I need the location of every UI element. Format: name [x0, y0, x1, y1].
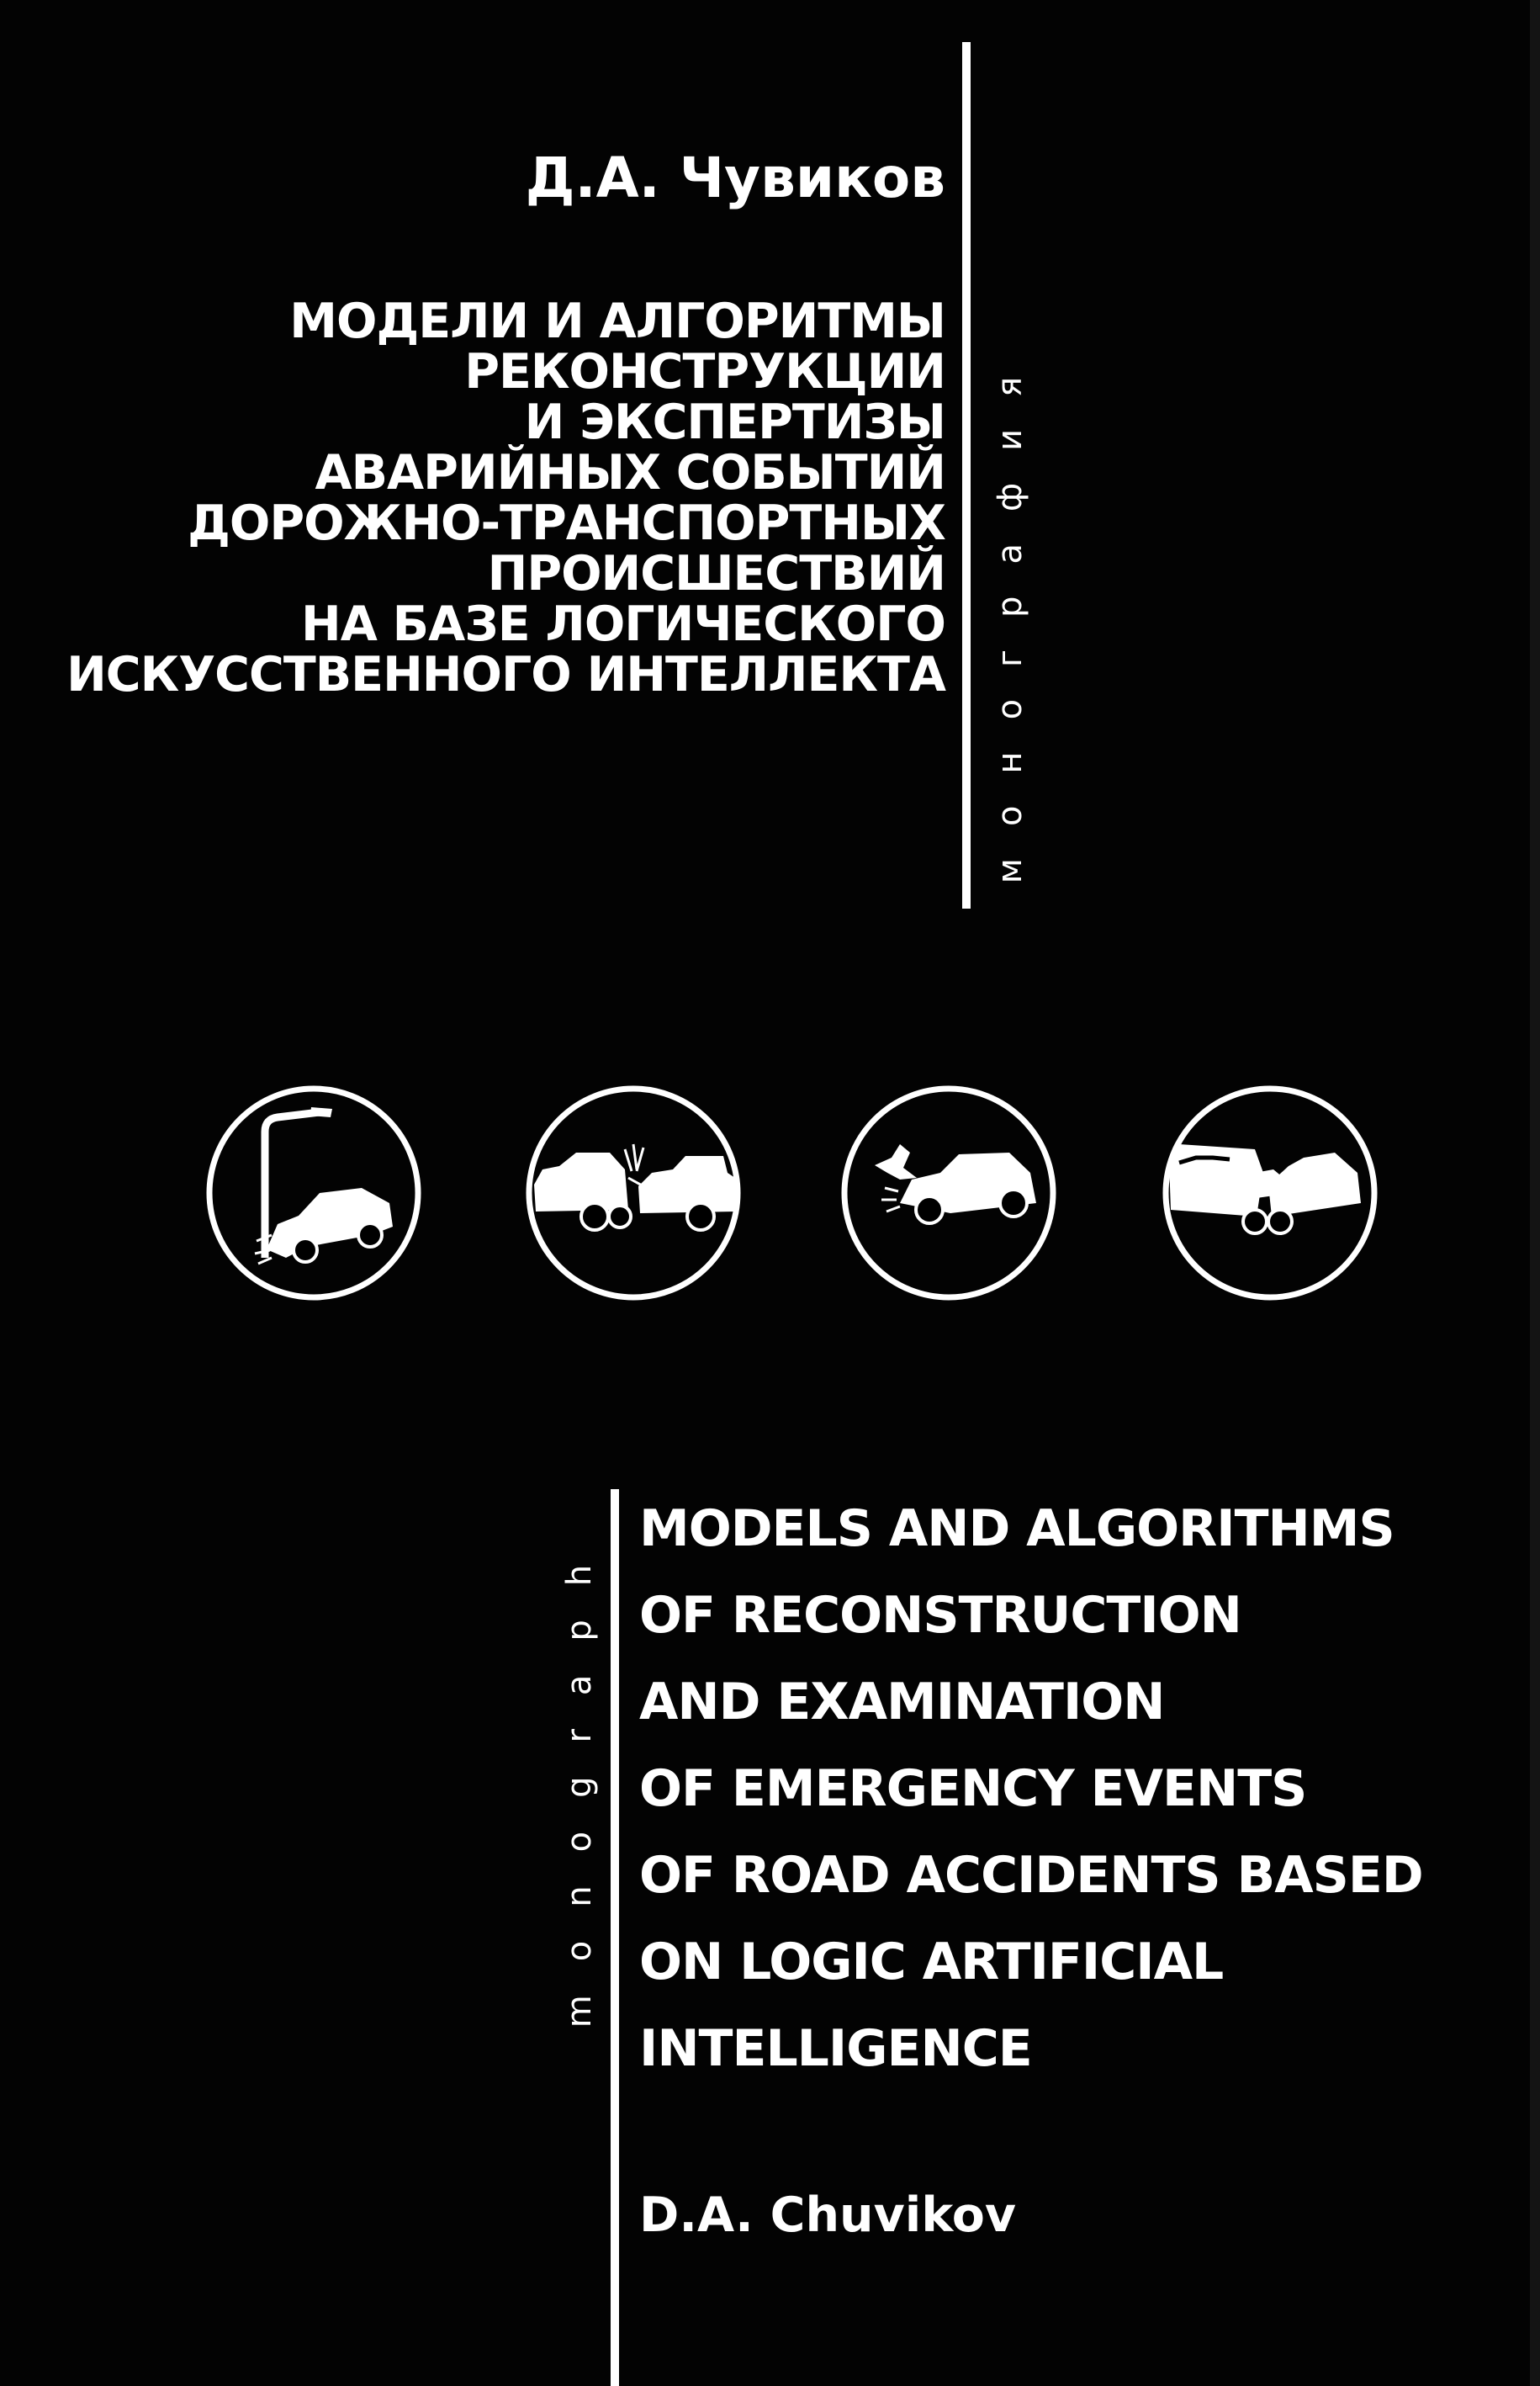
title-en-line: INTELLIGENCE	[639, 2019, 1032, 2078]
title-en-line: OF EMERGENCY EVENTS	[639, 1759, 1307, 1818]
title-en-line: ON LOGIC ARTIFICIAL	[639, 1933, 1224, 1991]
car-hits-lamppost-icon	[206, 1085, 421, 1301]
title-en	[639, 1486, 1514, 2092]
title-ru-line: НА БАЗЕ ЛОГИЧЕСКОГО	[301, 596, 945, 652]
author-name-ru: Д.А. Чувиков	[525, 146, 945, 210]
head-on-collision-icon	[526, 1085, 741, 1301]
title-ru-line: АВАРИЙНЫХ СОБЫТИЙ	[315, 445, 945, 501]
multi-car-collision-icon	[1162, 1085, 1378, 1301]
title-ru	[0, 294, 945, 703]
title-en-line: AND EXAMINATION	[639, 1673, 1165, 1731]
title-ru-line: ПРОИСШЕСТВИЙ	[487, 546, 945, 602]
title-ru-line: ИСКУССТВЕННОГО ИНТЕЛЛЕКТА	[66, 647, 945, 703]
pedestrian-hit-by-car-icon	[841, 1085, 1056, 1301]
divider-line-top	[962, 42, 971, 909]
title-ru-line: И ЭКСПЕРТИЗЫ	[524, 395, 945, 450]
cover-edge	[1530, 0, 1540, 2386]
title-en-line: OF ROAD ACCIDENTS BASED	[639, 1846, 1423, 1905]
author-name-en: D.A. Chuvikov	[639, 2187, 1017, 2243]
title-ru-line: РЕКОНСТРУКЦИИ	[464, 344, 945, 400]
title-ru-line: МОДЕЛИ И АЛГОРИТМЫ	[289, 294, 945, 349]
title-en-line: OF RECONSTRUCTION	[639, 1586, 1241, 1645]
title-ru-line: ДОРОЖНО-ТРАНСПОРТНЫХ	[188, 496, 945, 551]
divider-line-bottom	[611, 1489, 619, 2386]
title-en-line: MODELS AND ALGORITHMS	[639, 1499, 1394, 1558]
genre-ru-text: монография	[991, 344, 1029, 884]
genre-en-text: monograph	[560, 1530, 599, 2028]
